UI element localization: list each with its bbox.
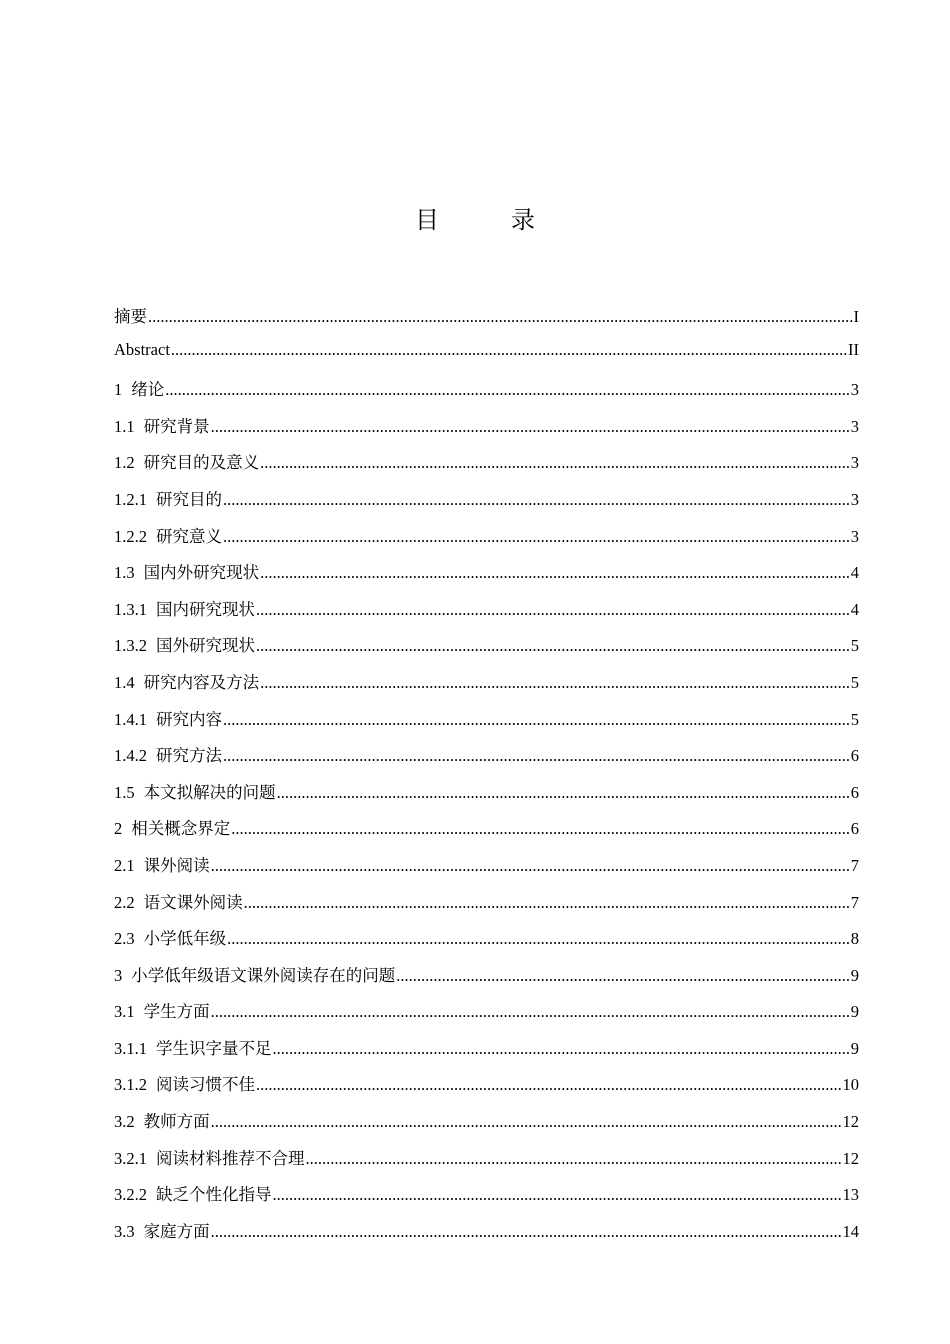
dot-leader — [223, 490, 850, 510]
page-title: 目 录 — [415, 206, 559, 235]
dot-leader — [396, 966, 850, 986]
toc-entry-title: 学生方面 — [143, 1002, 210, 1022]
toc-entry-title: 家庭方面 — [143, 1221, 210, 1241]
dot-leader — [211, 417, 850, 437]
toc-entry-title: 缺乏个性化指导 — [156, 1185, 272, 1205]
toc-page-number: 13 — [842, 1185, 859, 1205]
toc-entry-title: 研究方法 — [156, 746, 222, 766]
toc-page-number: 12 — [842, 1112, 859, 1132]
toc-entry[interactable] — [114, 1035, 859, 1072]
toc-page-number: 3 — [850, 380, 859, 400]
toc-page-number: 3 — [850, 453, 859, 473]
toc-entry[interactable] — [114, 925, 859, 962]
toc-entry[interactable] — [114, 1181, 859, 1218]
toc-entry-abstract-en[interactable] — [114, 340, 859, 377]
toc-entry[interactable] — [114, 1218, 859, 1255]
toc-page-number: II — [848, 339, 859, 359]
toc-entry-title: 相关概念界定 — [131, 819, 231, 839]
toc-entry-title: 课外阅读 — [143, 855, 210, 875]
toc-entry-number: 1 — [114, 380, 123, 400]
toc-page-number: 4 — [850, 563, 859, 583]
toc-entry-number: 3.1.1 — [114, 1038, 147, 1058]
toc-entry-number: 3.2.1 — [114, 1148, 147, 1168]
toc-entry-title: 研究目的及意义 — [143, 453, 260, 473]
toc-page-number: 3 — [850, 526, 859, 546]
toc-entry-title: 绪论 — [131, 380, 165, 400]
toc-page-number: 3 — [850, 416, 859, 436]
toc-entry-title: 研究意义 — [156, 526, 222, 546]
toc-entry-number: 1.4.1 — [114, 709, 147, 729]
toc-entry-title: 研究背景 — [143, 416, 210, 436]
toc-page-number: 12 — [842, 1148, 859, 1168]
toc-entry-title: 学生识字量不足 — [156, 1038, 272, 1058]
dot-leader — [244, 893, 850, 913]
toc-page-number: 5 — [850, 672, 859, 692]
toc-page-number: 6 — [850, 819, 859, 839]
toc-entry[interactable] — [114, 1108, 859, 1145]
dot-leader — [260, 453, 850, 473]
toc-entry[interactable] — [114, 889, 859, 926]
toc-entry-number: 1.4 — [114, 672, 135, 692]
dot-leader — [148, 307, 853, 327]
toc-entry-title: 语文课外阅读 — [143, 892, 243, 912]
toc-entry[interactable] — [114, 449, 859, 486]
toc-page-number: 14 — [842, 1221, 859, 1241]
dot-leader — [277, 783, 850, 803]
toc-entry-number: 3.1.2 — [114, 1075, 147, 1095]
toc-page-number: 8 — [850, 929, 859, 949]
toc-page-number: 9 — [850, 1038, 859, 1058]
toc-entry-number: 3.2 — [114, 1112, 135, 1132]
toc-page-number: 10 — [842, 1075, 859, 1095]
toc-entry-number: 2.3 — [114, 929, 135, 949]
toc-entry-number: 3 — [114, 965, 123, 985]
dot-leader — [171, 340, 847, 360]
dot-leader — [306, 1149, 842, 1169]
toc-entry-number: 3.2.2 — [114, 1185, 147, 1205]
toc-entry[interactable] — [114, 632, 859, 669]
toc-entry[interactable] — [114, 523, 859, 560]
toc-entry-number: 3.1 — [114, 1002, 135, 1022]
toc-entry-title: 本文拟解决的问题 — [143, 782, 276, 802]
toc-entry-number: 1.3.1 — [114, 599, 147, 619]
toc-entry[interactable] — [114, 669, 859, 706]
dot-leader — [260, 563, 850, 583]
toc-page-number: 9 — [850, 1002, 859, 1022]
toc-entry-number: 3.3 — [114, 1221, 135, 1241]
toc-entry[interactable] — [114, 706, 859, 743]
toc-entry-number: 1.4.2 — [114, 746, 147, 766]
dot-leader — [273, 1039, 850, 1059]
toc-entry-number: 2.1 — [114, 855, 135, 875]
toc-entry-title: 研究内容及方法 — [143, 672, 260, 692]
toc-entry[interactable] — [114, 962, 859, 999]
dot-leader — [260, 673, 850, 693]
toc-entry-title: 阅读材料推荐不合理 — [156, 1148, 305, 1168]
dot-leader — [223, 710, 850, 730]
toc-page-number: 6 — [850, 746, 859, 766]
toc-entry-number: 1.2 — [114, 453, 135, 473]
dot-leader — [211, 1002, 850, 1022]
toc-entry-number: 1.3 — [114, 563, 135, 583]
toc-page-number: 9 — [850, 965, 859, 985]
dot-leader — [231, 819, 850, 839]
toc-entry[interactable] — [114, 1145, 859, 1182]
toc-entry[interactable] — [114, 596, 859, 633]
toc-entry[interactable] — [114, 998, 859, 1035]
toc-entry-title: 研究目的 — [156, 489, 222, 509]
toc-entry-title: Abstract — [114, 339, 170, 359]
toc-entry-number: 1.3.2 — [114, 636, 147, 656]
toc-entry-title: 摘要 — [114, 307, 147, 326]
toc-page-number: 3 — [850, 489, 859, 509]
toc-entry-title: 国内研究现状 — [156, 599, 255, 619]
toc-entry[interactable] — [114, 413, 859, 450]
toc-page-number: 7 — [850, 892, 859, 912]
table-of-contents — [114, 303, 859, 1254]
toc-entry-title: 阅读习惯不佳 — [156, 1075, 255, 1095]
dot-leader — [211, 1112, 842, 1132]
toc-entry[interactable] — [114, 1071, 859, 1108]
toc-page-number: 5 — [850, 636, 859, 656]
toc-entry[interactable] — [114, 376, 859, 413]
dot-leader — [223, 746, 850, 766]
toc-page-number: 4 — [850, 599, 859, 619]
toc-entry-number: 1.1 — [114, 416, 135, 436]
dot-leader — [256, 1075, 842, 1095]
toc-entry-title: 小学低年级语文课外阅读存在的问题 — [131, 965, 396, 985]
toc-entry[interactable] — [114, 742, 859, 779]
toc-entry-number: 1.2.1 — [114, 489, 147, 509]
toc-entry-abstract-cn[interactable] — [114, 303, 859, 340]
toc-entry-title: 教师方面 — [143, 1112, 210, 1132]
dot-leader — [227, 929, 850, 949]
toc-page-number: 7 — [850, 855, 859, 875]
dot-leader — [256, 636, 850, 656]
toc-page-number: I — [853, 307, 859, 326]
toc-entry[interactable] — [114, 486, 859, 523]
toc-entry-title: 研究内容 — [156, 709, 222, 729]
toc-entry-number: 2 — [114, 819, 123, 839]
toc-entry-title: 小学低年级 — [143, 929, 227, 949]
dot-leader — [165, 380, 850, 400]
toc-entry-number: 2.2 — [114, 892, 135, 912]
toc-entry[interactable] — [114, 852, 859, 889]
toc-entry[interactable] — [114, 559, 859, 596]
dot-leader — [256, 600, 850, 620]
toc-entry-title: 国外研究现状 — [156, 636, 255, 656]
dot-leader — [223, 527, 850, 547]
toc-page-number: 6 — [850, 782, 859, 802]
dot-leader — [211, 856, 850, 876]
toc-entry-number: 1.5 — [114, 782, 135, 802]
toc-entry[interactable] — [114, 815, 859, 852]
dot-leader — [273, 1185, 842, 1205]
toc-entry-title: 国内外研究现状 — [143, 563, 260, 583]
toc-entry-number: 1.2.2 — [114, 526, 147, 546]
dot-leader — [211, 1222, 842, 1242]
toc-entry[interactable] — [114, 779, 859, 816]
toc-page-number: 5 — [850, 709, 859, 729]
